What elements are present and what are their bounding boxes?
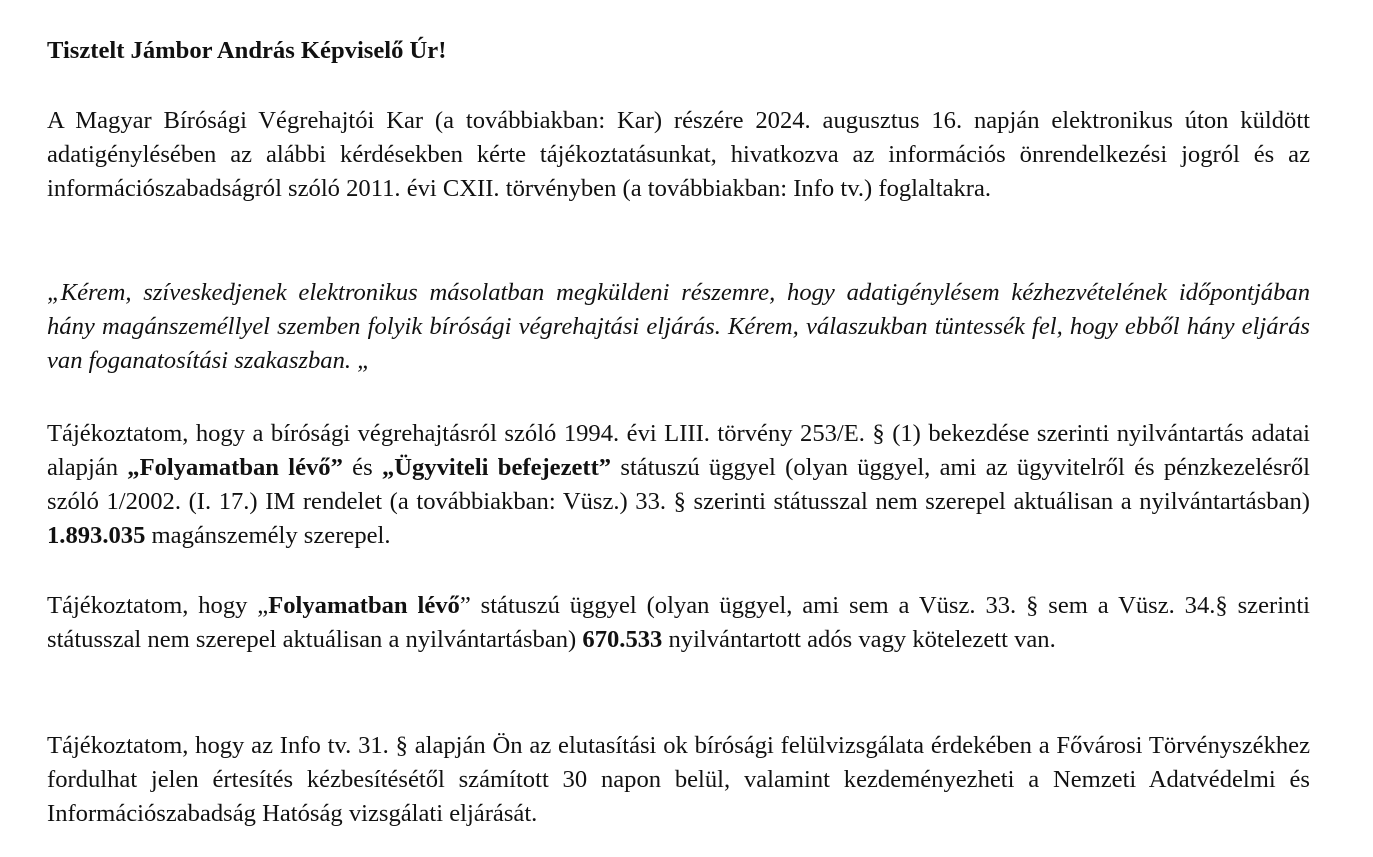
quoted-request: „Kérem, szíveskedjenek elektronikus másolatban megküldeni részemre, hogy adatigénylésem kézhezvételének időpontjában hány magánszeméllyel szemben folyik bírósági végrehajtási eljárás. Kérem, válaszukban tüntessék fel, hogy ebből hány eljárás van foganatosítási szakaszban. „ — [47, 279, 1310, 374]
status-admin-closed: „Ügyviteli befejezett” — [381, 454, 612, 481]
total-count: 1.893.035 — [47, 522, 146, 549]
legal-remedy-paragraph: Tájékoztatom, hogy az Info tv. 31. § alapján Ön az elutasítási ok bírósági felülvizsgálata érdekében a Fővárosi Törvényszékhez fordulhat jelen értesítés kézbesítésétől számított 30 napon belül, valamint kezdeményezheti a Nemzeti Adatvédelmi és Információszabadság Hatóság vizsgálati eljárását. — [47, 732, 1310, 827]
ongoing-count: 670.533 — [582, 626, 663, 653]
answer-text: és — [342, 454, 382, 481]
answer-text: ” státuszú üggyel (olyan üggyel, ami sem a Vüsz. 33. § sem a Vüsz. 34.§ szerinti státusszal nem szerepel aktuálisan a nyilvántartásban) — [47, 592, 1310, 653]
status-ongoing: „Folyamatban lévő” — [127, 454, 343, 481]
answer-text: magánszemély szerepel. — [145, 522, 391, 549]
answer-text: státuszú üggyel (olyan üggyel, ami az ügyvitelről és pénzkezelésről szóló 1/2002. (I. 17.) IM rendelet (a továbbiakban: Vüsz.) 33. § szerinti státusszal nem szerepel aktuálisan a nyilvántartásban) — [47, 454, 1310, 515]
status-ongoing: Folyamatban lévő — [268, 592, 460, 619]
answer-paragraph-ongoing — [47, 589, 1310, 657]
answer-text: Tájékoztatom, hogy „ — [47, 592, 269, 619]
intro-paragraph: A Magyar Bírósági Végrehajtói Kar (a továbbiakban: Kar) részére 2024. augusztus 16. napján elektronikus úton küldött adatigénylésében az alábbi kérdésekben kérte tájékoztatásunkat, hivatkozva az információs önrendelkezési jogról és az információszabadságról szóló 2011. évi CXII. törvényben (a továbbiakban: Info tv.) foglaltakra. — [47, 107, 1310, 202]
answer-paragraph-total — [47, 417, 1310, 553]
salutation: Tisztelt Jámbor András Képviselő Úr! — [47, 37, 447, 64]
answer-text: Tájékoztatom, hogy a bírósági végrehajtásról szóló 1994. évi LIII. törvény 253/E. § (1) bekezdése szerinti nyilvántartás adatai alapján — [47, 420, 1310, 481]
answer-text: nyilvántartott adós vagy kötelezett van. — [662, 626, 1056, 653]
